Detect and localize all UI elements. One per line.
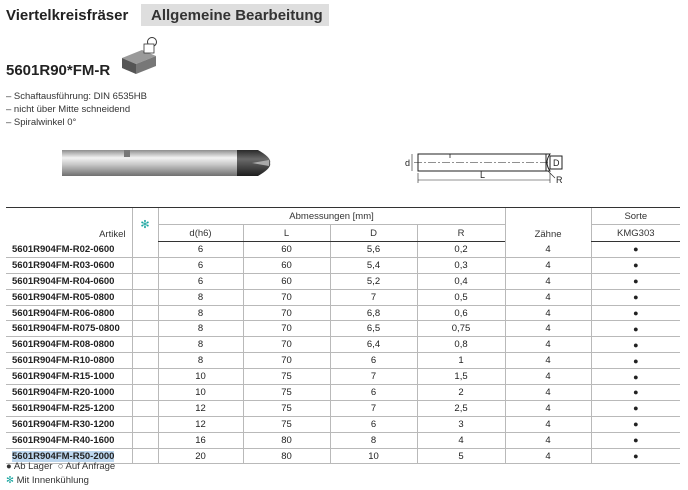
article-number: 5601R904FM-R25-1200 — [12, 402, 115, 414]
cell-R: 0,75 — [417, 321, 505, 337]
cell-artikel — [6, 337, 132, 353]
article-table — [6, 207, 680, 464]
cell-stock: ● — [591, 369, 680, 385]
cell-L: 80 — [243, 432, 330, 448]
drawing-label-L: L — [480, 170, 486, 180]
tool-drawing — [400, 140, 575, 190]
cell-d: 12 — [158, 416, 243, 432]
cell-d: 12 — [158, 400, 243, 416]
cell-R: 0,5 — [417, 289, 505, 305]
table-row — [6, 321, 680, 337]
table-row — [6, 369, 680, 385]
cell-stock: ● — [591, 242, 680, 258]
cell-coolant — [132, 400, 158, 416]
cell-artikel — [6, 257, 132, 273]
group-abmessungen: Abmessungen [mm] — [158, 208, 505, 225]
cell-d: 8 — [158, 305, 243, 321]
col-grade: KMG303 — [591, 225, 680, 242]
cell-L: 70 — [243, 305, 330, 321]
category-tab: Allgemeine Bearbeitung — [141, 4, 329, 26]
cell-coolant — [132, 353, 158, 369]
article-number: 5601R904FM-R075-0800 — [12, 323, 120, 335]
drawing-label-D: D — [553, 158, 560, 168]
cell-d: 6 — [158, 242, 243, 258]
cell-R: 2,5 — [417, 400, 505, 416]
table-header-row — [6, 208, 680, 225]
cell-artikel — [6, 321, 132, 337]
cell-R: 1,5 — [417, 369, 505, 385]
cell-coolant — [132, 448, 158, 464]
cell-L: 80 — [243, 448, 330, 464]
cell-artikel — [6, 385, 132, 401]
cell-artikel — [6, 353, 132, 369]
cell-stock: ● — [591, 432, 680, 448]
col-R: R — [417, 225, 505, 242]
page-header — [6, 4, 128, 26]
cell-R: 0,3 — [417, 257, 505, 273]
article-number: 5601R904FM-R40-1600 — [12, 434, 115, 446]
cell-L: 70 — [243, 337, 330, 353]
legend-in-stock: ● Ab Lager — [6, 461, 53, 472]
article-number: 5601R904FM-R15-1000 — [12, 371, 115, 383]
cell-D: 6,5 — [330, 321, 417, 337]
cell-coolant — [132, 369, 158, 385]
cell-z: 4 — [505, 353, 591, 369]
cell-artikel — [6, 242, 132, 258]
cell-coolant — [132, 242, 158, 258]
cell-D: 5,2 — [330, 273, 417, 289]
table-row — [6, 432, 680, 448]
cell-stock: ● — [591, 289, 680, 305]
cell-D: 6 — [330, 385, 417, 401]
cell-D: 6,8 — [330, 305, 417, 321]
cell-coolant — [132, 432, 158, 448]
cell-coolant — [132, 273, 158, 289]
col-artikel: Artikel — [6, 208, 132, 242]
cell-d: 8 — [158, 289, 243, 305]
cell-d: 8 — [158, 321, 243, 337]
cell-D: 6,4 — [330, 337, 417, 353]
feature-item: – Spiralwinkel 0° — [6, 117, 77, 128]
coolant-col — [132, 208, 158, 242]
article-number: 5601R904FM-R50-2000 — [12, 450, 115, 462]
cell-R: 1 — [417, 353, 505, 369]
cell-artikel — [6, 400, 132, 416]
cell-R: 0,6 — [417, 305, 505, 321]
table-row — [6, 257, 680, 273]
product-code: 5601R90*FM-R — [6, 62, 111, 79]
cell-D: 8 — [330, 432, 417, 448]
feature-list — [6, 90, 147, 129]
coolant-icon: ✻ — [140, 219, 150, 232]
article-number: 5601R904FM-R30-1200 — [12, 418, 115, 430]
legend-coolant: Mit Innenkühlung — [16, 475, 89, 486]
cell-R: 0,8 — [417, 337, 505, 353]
cell-D: 7 — [330, 400, 417, 416]
cell-D: 10 — [330, 448, 417, 464]
cell-z: 4 — [505, 432, 591, 448]
cell-artikel — [6, 416, 132, 432]
cell-d: 8 — [158, 353, 243, 369]
cell-R: 0,2 — [417, 242, 505, 258]
article-number: 5601R904FM-R10-0800 — [12, 355, 115, 367]
cell-z: 4 — [505, 305, 591, 321]
cell-L: 60 — [243, 242, 330, 258]
article-number: 5601R904FM-R04-0600 — [12, 275, 115, 287]
article-number: 5601R904FM-R03-0600 — [12, 259, 115, 271]
cell-z: 4 — [505, 289, 591, 305]
drawing-label-d: d — [405, 158, 411, 168]
cell-coolant — [132, 289, 158, 305]
cell-L: 60 — [243, 273, 330, 289]
cell-d: 10 — [158, 369, 243, 385]
cell-artikel — [6, 432, 132, 448]
article-number: 5601R904FM-R08-0800 — [12, 339, 115, 351]
table-row — [6, 242, 680, 258]
col-zahne: Zähne — [505, 208, 591, 242]
cell-R: 5 — [417, 448, 505, 464]
article-number: 5601R904FM-R05-0800 — [12, 291, 115, 303]
cell-coolant — [132, 321, 158, 337]
table-row — [6, 385, 680, 401]
cell-stock: ● — [591, 257, 680, 273]
cell-stock: ● — [591, 385, 680, 401]
article-number: 5601R904FM-R20-1000 — [12, 386, 115, 398]
cell-L: 70 — [243, 321, 330, 337]
cell-R: 2 — [417, 385, 505, 401]
col-L: L — [243, 225, 330, 242]
cell-coolant — [132, 416, 158, 432]
table-row — [6, 337, 680, 353]
group-sorte: Sorte — [591, 208, 680, 225]
cell-z: 4 — [505, 242, 591, 258]
cell-d: 16 — [158, 432, 243, 448]
cell-L: 70 — [243, 289, 330, 305]
cell-d: 6 — [158, 257, 243, 273]
cell-D: 7 — [330, 289, 417, 305]
cell-z: 4 — [505, 321, 591, 337]
cell-z: 4 — [505, 448, 591, 464]
cell-coolant — [132, 385, 158, 401]
cell-z: 4 — [505, 416, 591, 432]
cell-stock: ● — [591, 400, 680, 416]
page-title: Viertelkreisfräser — [6, 6, 129, 24]
col-d: d(h6) — [158, 225, 243, 242]
cell-D: 6 — [330, 416, 417, 432]
article-number: 5601R904FM-R06-0800 — [12, 307, 115, 319]
cell-D: 7 — [330, 369, 417, 385]
cell-artikel — [6, 289, 132, 305]
cell-z: 4 — [505, 385, 591, 401]
cell-L: 75 — [243, 400, 330, 416]
cell-z: 4 — [505, 400, 591, 416]
cell-R: 3 — [417, 416, 505, 432]
legend — [6, 460, 115, 488]
drawing-label-R: R — [556, 175, 563, 185]
cell-stock: ● — [591, 321, 680, 337]
cell-stock: ● — [591, 416, 680, 432]
cell-L: 70 — [243, 353, 330, 369]
cell-d: 10 — [158, 385, 243, 401]
workpiece-icon — [118, 36, 164, 76]
cell-R: 4 — [417, 432, 505, 448]
cell-z: 4 — [505, 369, 591, 385]
cell-L: 60 — [243, 257, 330, 273]
cell-L: 75 — [243, 369, 330, 385]
cell-artikel — [6, 305, 132, 321]
cell-D: 5,6 — [330, 242, 417, 258]
tool-photo — [62, 140, 282, 188]
cell-artikel — [6, 369, 132, 385]
table-row — [6, 305, 680, 321]
cell-stock: ● — [591, 273, 680, 289]
cell-coolant — [132, 337, 158, 353]
cell-L: 75 — [243, 416, 330, 432]
table-row — [6, 289, 680, 305]
cell-L: 75 — [243, 385, 330, 401]
cell-coolant — [132, 305, 158, 321]
cell-D: 6 — [330, 353, 417, 369]
table-row — [6, 400, 680, 416]
cell-coolant — [132, 257, 158, 273]
cell-z: 4 — [505, 273, 591, 289]
cell-d: 6 — [158, 273, 243, 289]
cell-z: 4 — [505, 337, 591, 353]
cell-z: 4 — [505, 257, 591, 273]
cell-artikel — [6, 273, 132, 289]
table-row — [6, 353, 680, 369]
cell-stock: ● — [591, 448, 680, 464]
cell-stock: ● — [591, 305, 680, 321]
col-D: D — [330, 225, 417, 242]
coolant-legend-icon: ✻ — [6, 475, 14, 486]
article-number: 5601R904FM-R02-0600 — [12, 243, 115, 255]
legend-on-request: ○ Auf Anfrage — [57, 461, 116, 472]
feature-item: – Schaftausführung: DIN 6535HB — [6, 91, 148, 102]
cell-stock: ● — [591, 337, 680, 353]
table-row — [6, 273, 680, 289]
feature-item: – nicht über Mitte schneidend — [6, 104, 131, 115]
cell-D: 5,4 — [330, 257, 417, 273]
cell-d: 8 — [158, 337, 243, 353]
cell-stock: ● — [591, 353, 680, 369]
cell-d: 20 — [158, 448, 243, 464]
cell-R: 0,4 — [417, 273, 505, 289]
table-row — [6, 416, 680, 432]
